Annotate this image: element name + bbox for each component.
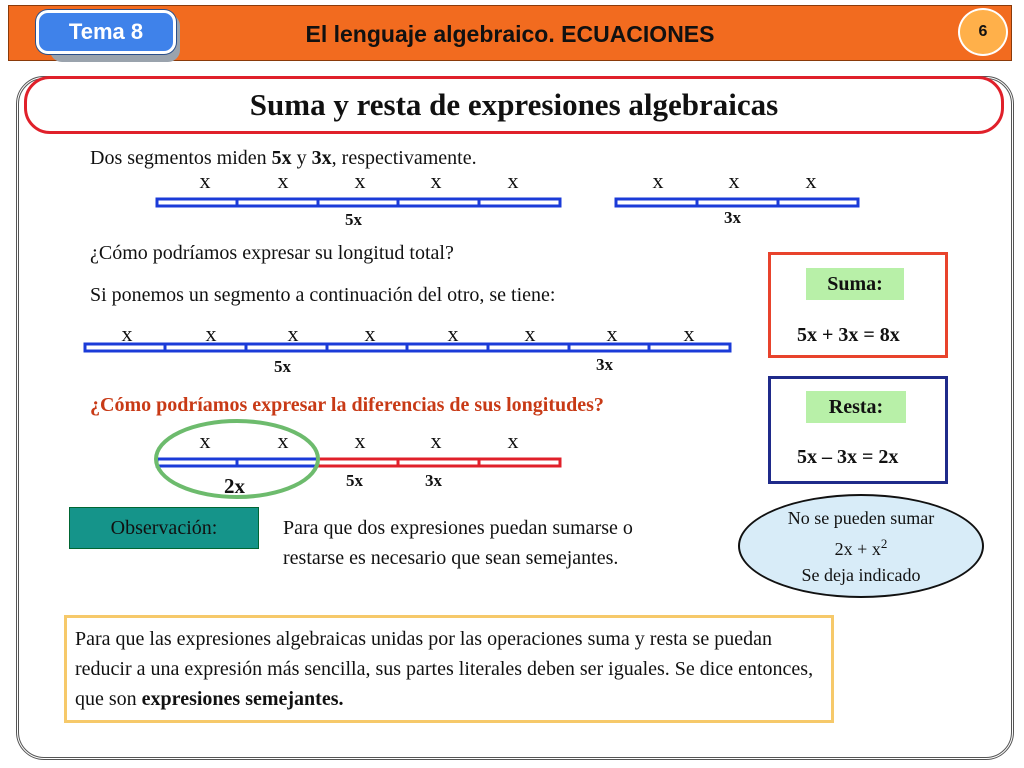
- page-number-badge: 6: [958, 8, 1008, 56]
- x-label: x: [447, 321, 459, 346]
- x-label: x: [199, 168, 211, 193]
- intro-prefix: Dos segmentos miden: [90, 147, 272, 169]
- label-2x: 2x: [224, 474, 245, 498]
- header-title: El lenguaje algebraico. ECUACIONES: [305, 20, 715, 47]
- x-label: x: [364, 321, 376, 346]
- label-5x: 5x: [345, 210, 362, 229]
- segment-unit: [697, 199, 778, 206]
- segment-unit: [157, 459, 237, 466]
- segment-unit: [778, 199, 858, 206]
- x-label: x: [728, 168, 740, 193]
- no-sumar-line2: [835, 531, 888, 562]
- suma-formula: 5x + 3x = 8x: [797, 324, 900, 346]
- intro-b: 3x: [311, 147, 332, 169]
- resta-box: [768, 376, 948, 484]
- segment-unit: [616, 199, 697, 206]
- x-label: x: [205, 321, 217, 346]
- no-sumar-line3: Se deja indicado: [801, 564, 921, 585]
- label-3x: 3x: [425, 471, 442, 490]
- suma-tag: Suma:: [806, 268, 904, 300]
- x-label: x: [524, 321, 536, 346]
- observacion-line1: Para que dos expresiones puedan sumarse o: [283, 517, 633, 539]
- segment-difference: [157, 459, 560, 466]
- x-label: x: [683, 321, 695, 346]
- question-diff: ¿Cómo podríamos expresar la diferencias de sus longitudes?: [90, 394, 604, 416]
- x-label: x: [507, 168, 519, 193]
- definition-bold: expresiones semejantes.: [141, 688, 344, 710]
- label-5x: 5x: [346, 471, 363, 490]
- x-label: x: [805, 168, 817, 193]
- intro-suffix: , respectivamente.: [331, 147, 477, 169]
- suma-box: [768, 252, 948, 358]
- segment-unit: [237, 199, 318, 206]
- no-sumar-exponent: 2: [880, 535, 888, 551]
- x-label: x: [277, 428, 289, 453]
- segment-unit-red: [398, 459, 479, 466]
- label-3x: 3x: [724, 208, 741, 227]
- definition-box: [64, 615, 834, 723]
- observacion-label: Observación:: [69, 507, 259, 549]
- no-sumar-line1: No se pueden sumar: [787, 507, 935, 528]
- intro-mid: y: [291, 147, 312, 169]
- x-label: x: [652, 168, 664, 193]
- label-3x: 3x: [596, 355, 613, 374]
- tema-pill: Tema 8: [36, 10, 176, 54]
- label-5x: 5x: [274, 357, 291, 376]
- definition-text: Para que las expresiones algebraicas unidas por las operaciones suma y resta se puedan reducir a una expresión más sencilla, sus partes literales deben ser iguales. Se dice entonces, que son: [75, 628, 814, 710]
- segment-unit-red: [479, 459, 560, 466]
- x-label: x: [430, 168, 442, 193]
- segment-unit-red: [318, 459, 398, 466]
- statement-concat: Si ponemos un segmento a continuación del otro, se tiene:: [90, 284, 556, 306]
- segment-unit: [479, 199, 560, 206]
- slide-title: Suma y resta de expresiones algebraicas: [24, 76, 1004, 134]
- x-label: x: [507, 428, 519, 453]
- question-total: ¿Cómo podríamos expresar su longitud total?: [90, 242, 454, 264]
- intro-a: 5x: [271, 147, 292, 169]
- x-label: x: [430, 428, 442, 453]
- segment-unit: [157, 199, 237, 206]
- segment-unit: [318, 199, 398, 206]
- x-label: x: [354, 168, 366, 193]
- resta-tag: Resta:: [806, 391, 906, 423]
- segment-3x: [616, 199, 858, 206]
- segment-unit: [398, 199, 479, 206]
- x-label: x: [287, 321, 299, 346]
- x-label: x: [354, 428, 366, 453]
- resta-formula: 5x – 3x = 2x: [797, 446, 899, 468]
- x-label: x: [121, 321, 133, 346]
- x-label: x: [277, 168, 289, 193]
- no-sumar-expr: 2x + x: [834, 538, 881, 559]
- observacion-line2: restarse es necesario que sean semejantes.: [283, 547, 619, 569]
- no-sumar-callout: [738, 494, 984, 598]
- x-label: x: [606, 321, 618, 346]
- segment-unit: [237, 459, 318, 466]
- x-label: x: [199, 428, 211, 453]
- segment-8x: [85, 344, 730, 351]
- segment-5x: [157, 199, 560, 206]
